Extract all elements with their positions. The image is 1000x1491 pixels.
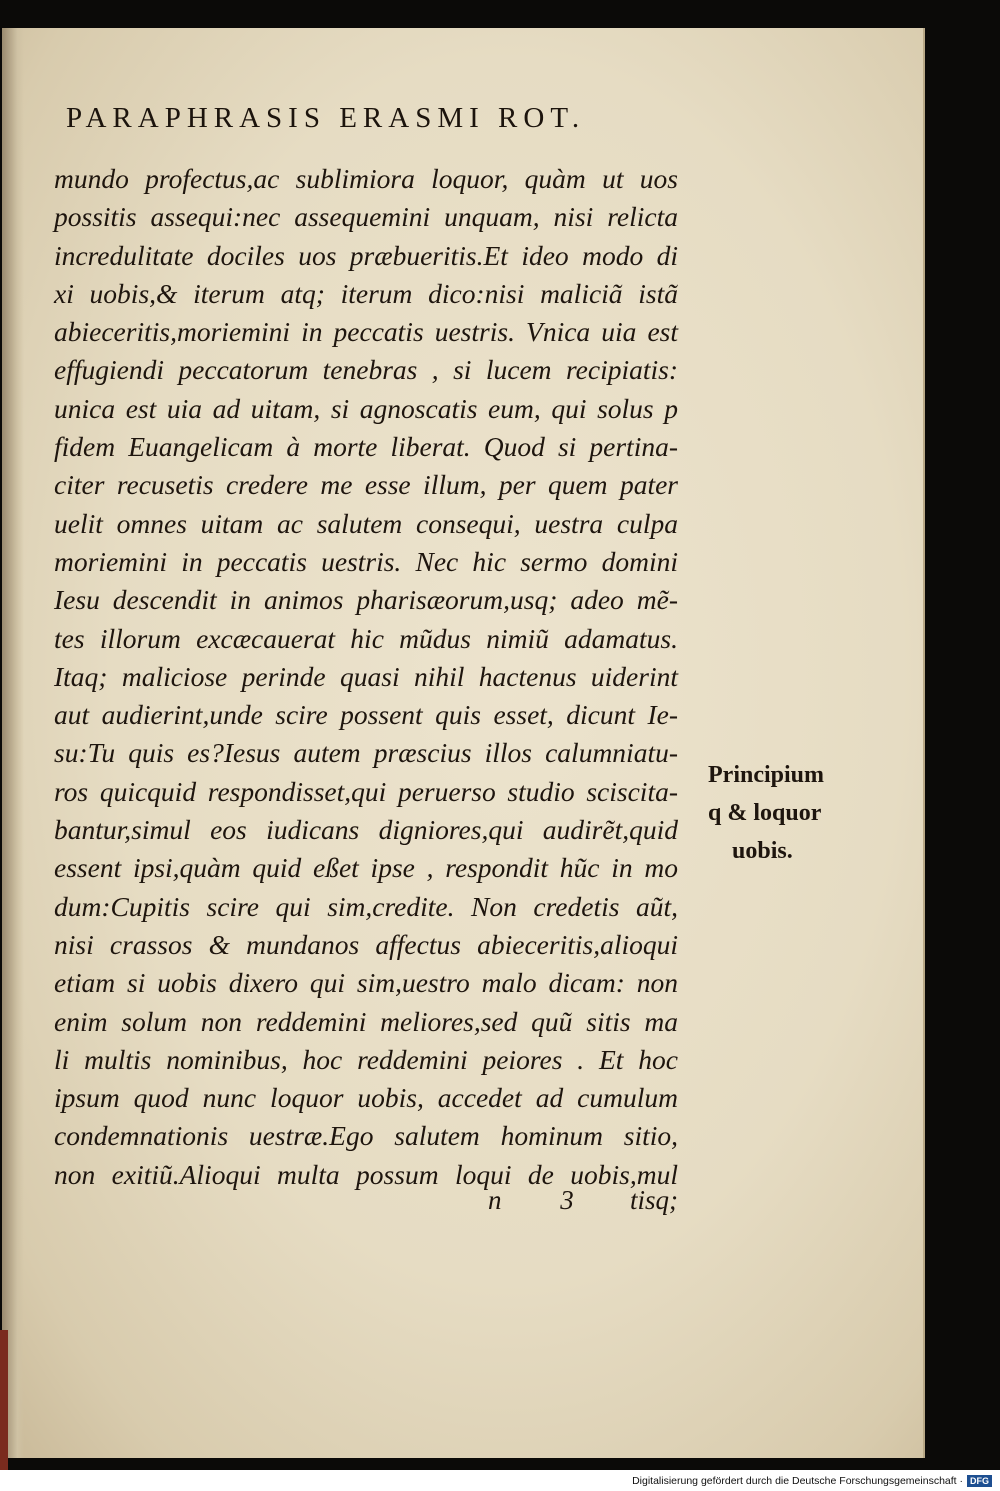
- text-line: essent ipsi,quàm quid eßet ipse , respondit hũc in mo: [54, 852, 678, 884]
- text-line: Itaq; maliciose perinde quasi nihil hactenus uiderint: [54, 660, 678, 692]
- marginal-line: q & loquor: [708, 800, 822, 826]
- text-line: ros quicquid respondisset,qui peruerso studio sciscita-: [54, 775, 678, 807]
- text-line: Iesu descendit in animos pharisæorum,usq; adeo mẽ-: [54, 584, 678, 616]
- page-footer: [488, 1185, 678, 1216]
- credit-text: Digitalisierung gefördert durch die Deutsche Forschungsgemeinschaft ·: [632, 1475, 963, 1487]
- text-line: moriemini in peccatis uestris. Nec hic sermo domini: [54, 545, 678, 577]
- dfg-logo-icon: DFG: [967, 1475, 992, 1487]
- text-line: effugiendi peccatorum tenebras , si lucem recipiatis:: [54, 354, 678, 386]
- text-line: nisi crassos & mundanos affectus abieceritis,alioqui: [54, 928, 678, 960]
- binding-edge: [0, 1330, 8, 1470]
- text-line: dum:Cupitis scire qui sim,credite. Non credetis aũt,: [54, 890, 678, 922]
- body-text: [54, 160, 678, 1194]
- text-line: su:Tu quis es?Iesus autem præscius illos calumniatu-: [54, 737, 678, 769]
- text-line: etiam si uobis dixero qui sim,uestro malo dicam: non: [54, 967, 678, 999]
- text-line: enim solum non reddemini meliores,sed quũ sitis ma: [54, 1005, 678, 1037]
- text-line: abieceritis,moriemini in peccatis uestris. Vnica uia est: [54, 316, 678, 348]
- text-line: non exitiũ.Alioqui multa possum loqui de uobis,mul: [54, 1158, 678, 1190]
- text-line: uelit omnes uitam ac salutem consequi, uestra culpa: [54, 507, 678, 539]
- text-line: li multis nominibus, hoc reddemini peiores . Et hoc: [54, 1043, 678, 1075]
- text-line: condemnationis uestræ.Ego salutem hominum sitio,: [54, 1120, 678, 1152]
- marginal-line: uobis.: [732, 838, 793, 864]
- text-line: xi uobis,& iterum atq; iterum dico:nisi maliciã istã: [54, 277, 678, 309]
- text-line: fidem Euangelicam à morte liberat. Quod si pertina-: [54, 431, 678, 463]
- digitization-credit: [632, 1475, 992, 1487]
- text-line: citer recusetis credere me esse illum, per quem pater: [54, 469, 678, 501]
- text-line: possitis assequi:nec assequemini unquam, nisi relicta: [54, 201, 678, 233]
- marginal-note: [708, 756, 828, 870]
- text-line: incredulitate dociles uos præbueritis.Et ideo modo di: [54, 239, 678, 271]
- marginal-line: Principium: [708, 762, 825, 788]
- signature-mark: n 3: [488, 1185, 600, 1215]
- text-line: ipsum quod nunc loquor uobis, accedet ad cumulum: [54, 1082, 678, 1114]
- text-line: unica est uia ad uitam, si agnoscatis eum, qui solus p: [54, 392, 678, 424]
- text-line: mundo profectus,ac sublimiora loquor, quàm ut uos: [54, 163, 678, 194]
- page-gutter: [2, 28, 24, 1458]
- text-line: bantur,simul eos iudicans digniores,qui audirẽt,quid: [54, 814, 678, 846]
- text-line: aut audierint,unde scire possent quis esset, dicunt Ie-: [54, 699, 678, 731]
- catchword: tisq;: [629, 1185, 678, 1215]
- text-line: tes illorum excæcauerat hic mũdus nimiũ adamatus.: [54, 622, 678, 654]
- running-title: PARAPHRASIS ERASMI ROT.: [66, 102, 586, 134]
